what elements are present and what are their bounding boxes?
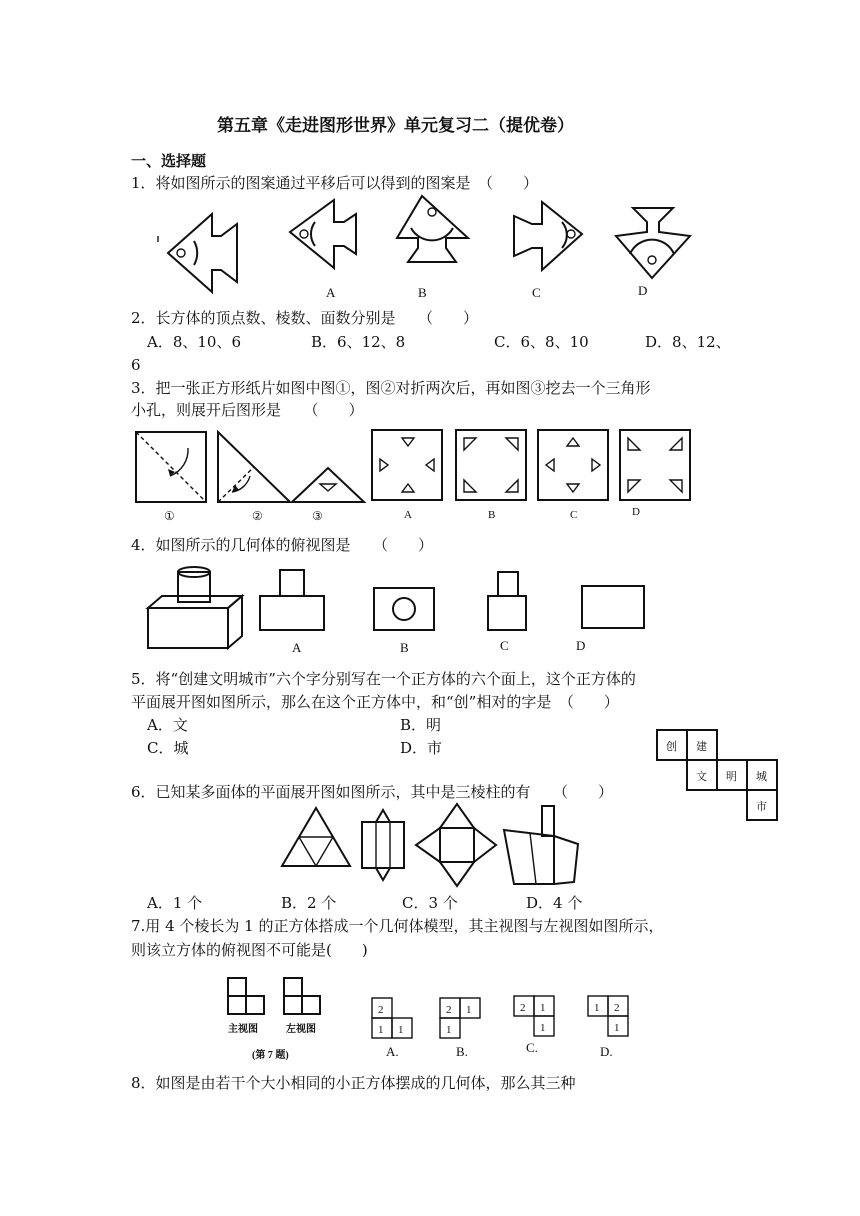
- q3-label-b: B: [488, 509, 496, 521]
- question-3-line1: 3．把一张正方形纸片如图中图①，图②对折两次后，再如图③挖去一个三角形: [131, 379, 651, 397]
- q4-label-a: A: [292, 640, 302, 655]
- q1-option-d-fish: [616, 208, 690, 278]
- q1-figure: [150, 196, 710, 302]
- q3-label-c: C: [570, 509, 578, 521]
- q7-main-view-label: 主视图: [228, 1024, 258, 1035]
- q6-figure: [278, 804, 628, 890]
- q2-option-d-cont: 6: [131, 356, 141, 374]
- q4-figure: [140, 562, 660, 660]
- q7-a-cell-3: 1: [398, 1024, 404, 1036]
- q4-label-c: C: [500, 638, 509, 653]
- question-7-line2: 则该立方体的俯视图不可能是( ): [131, 941, 368, 959]
- q7-b-cell-2: 1: [466, 1004, 472, 1016]
- q7-label-c: C.: [526, 1040, 538, 1055]
- q2-option-b: B．6、12、8: [311, 333, 406, 351]
- q7-label-a: A.: [386, 1044, 399, 1059]
- q7-a-cell-1: 2: [378, 1004, 384, 1016]
- q3-label-d: D: [632, 506, 640, 518]
- q2-option-c: C．6、8、10: [494, 333, 589, 351]
- q4-label-d: D: [576, 638, 586, 653]
- q6-option-c: C．3 个: [402, 894, 458, 912]
- question-7-line1: 7.用 4 个棱长为 1 的正方体搭成一个几何体模型，其主视图与左视图如图所示，: [131, 917, 664, 935]
- q5-option-d: D．市: [400, 739, 443, 757]
- q1-label-d: D: [638, 283, 648, 298]
- q1-label-a: A: [326, 285, 336, 300]
- q4-label-b: B: [400, 640, 409, 655]
- q3-step-1: ①: [164, 509, 175, 523]
- q7-d-cell-3: 1: [614, 1022, 620, 1034]
- q1-option-c-fish: [514, 202, 582, 270]
- q3-step-2: ②: [252, 509, 263, 523]
- net-face-wen: 文: [696, 771, 707, 783]
- q7-left-view-label: 左视图: [286, 1024, 316, 1035]
- question-2: 2．长方体的顶点数、棱数、面数分别是 （ ）: [131, 309, 479, 327]
- q7-caption: (第 7 题): [252, 1050, 289, 1061]
- q1-original-fish: [158, 214, 237, 292]
- q7-figure: [222, 970, 642, 1066]
- q5-cube-net: [655, 728, 785, 828]
- q7-c-cell-2: 1: [540, 1002, 546, 1014]
- net-face-cheng: 城: [756, 771, 767, 783]
- q7-a-cell-2: 1: [378, 1024, 384, 1036]
- q5-option-c: C．城: [147, 739, 189, 757]
- q7-c-cell-1: 2: [520, 1002, 526, 1014]
- q7-label-d: D.: [600, 1044, 613, 1059]
- q3-step-3: ③: [312, 509, 323, 523]
- q1-label-b: B: [418, 285, 427, 300]
- q5-option-b: B．明: [400, 716, 442, 734]
- q7-b-cell-1: 2: [446, 1004, 452, 1016]
- q6-option-a: A．1 个: [147, 894, 203, 912]
- q1-label-c: C: [532, 285, 541, 300]
- section-heading: 一、选择题: [131, 152, 207, 170]
- question-3-line2: 小孔，则展开后图形是 （ ）: [131, 401, 364, 419]
- page-title: 第五章《走进图形世界》单元复习二（提优卷）: [217, 116, 574, 136]
- q7-c-cell-3: 1: [540, 1022, 546, 1034]
- q1-option-b-fish: [397, 196, 468, 262]
- q2-option-d: D．8、12、: [645, 333, 731, 351]
- net-face-shi: 市: [756, 801, 767, 813]
- net-face-ming: 明: [726, 771, 737, 783]
- net-face-chuang: 创: [666, 741, 677, 753]
- question-5-line2: 平面展开图如图所示，那么在这个正方体中，和“创”相对的字是 （ ）: [131, 693, 619, 711]
- q3-figure: [130, 426, 710, 526]
- q7-b-cell-3: 1: [446, 1024, 452, 1036]
- question-1: 1．将如图所示的图案通过平移后可以得到的图案是 （ ）: [131, 174, 539, 192]
- q6-option-d: D．4 个: [526, 894, 583, 912]
- q1-option-a-fish: [290, 200, 356, 268]
- q5-option-a: A．文: [147, 716, 188, 734]
- q6-option-b: B．2 个: [281, 894, 337, 912]
- question-5-line1: 5．将“创建文明城市”六个字分别写在一个正方体的六个面上，这个正方体的: [131, 670, 636, 688]
- question-4: 4．如图所示的几何体的俯视图是 （ ）: [131, 536, 434, 554]
- question-6: 6．已知某多面体的平面展开图如图所示，其中是三棱柱的有 （ ）: [131, 783, 614, 801]
- question-8: 8．如图是由若干个大小相同的小正方体摆成的几何体，那么其三种: [131, 1074, 576, 1092]
- q7-d-cell-1: 1: [594, 1002, 600, 1014]
- q7-d-cell-2: 2: [614, 1002, 620, 1014]
- q2-option-a: A．8、10、6: [147, 333, 242, 351]
- q7-label-b: B.: [456, 1044, 468, 1059]
- net-face-jian: 建: [696, 741, 707, 753]
- q3-label-a: A: [404, 509, 412, 521]
